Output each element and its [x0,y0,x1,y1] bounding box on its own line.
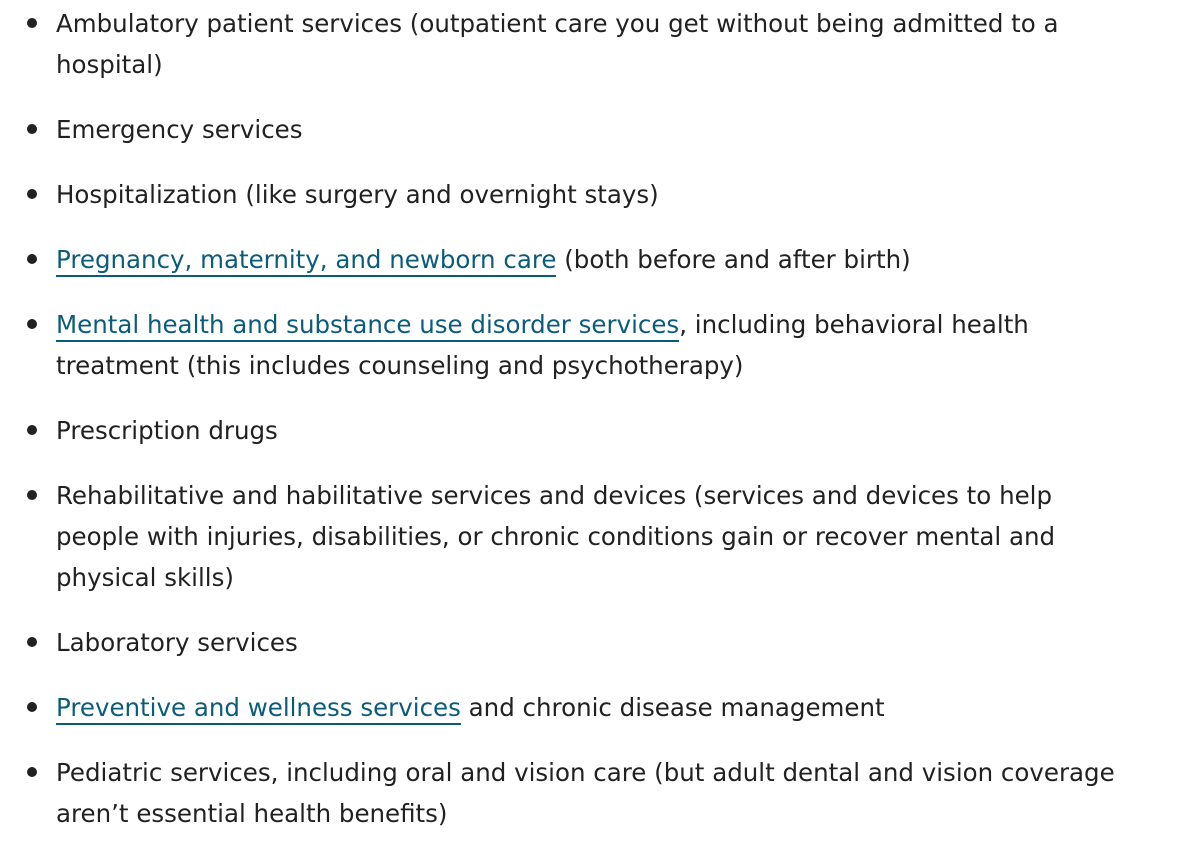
item-text: , including behavioral health treatment (this includes counseling and psychotherapy) [56,310,1029,380]
bullet-icon [27,490,37,500]
bullet-icon [27,637,37,647]
list-item [0,410,1200,451]
list-item [0,304,1200,386]
list-item [0,3,1200,85]
bullet-icon [27,319,37,329]
item-text: Pediatric services, including oral and vision care (but adult dental and vision coverage aren’t essential health benefits) [56,758,1115,828]
item-text: (both before and after birth) [556,245,911,274]
list-item [0,109,1200,150]
item-text: Hospitalization (like surgery and overnight stays) [56,180,659,209]
bullet-icon [27,18,37,28]
bullet-icon [27,189,37,199]
bullet-icon [27,425,37,435]
pregnancy-maternity-newborn-care-link[interactable]: Pregnancy, maternity, and newborn care [56,245,556,277]
item-text: and chronic disease management [460,693,885,722]
item-text: Laboratory services [56,628,298,657]
bullet-icon [27,254,37,264]
list-item [0,239,1200,280]
preventive-wellness-services-link[interactable]: Preventive and wellness services [56,693,461,725]
list-item [0,752,1200,834]
item-text: Emergency services [56,115,303,144]
list-item [0,687,1200,728]
list-item [0,475,1200,598]
bullet-icon [27,702,37,712]
mental-health-substance-use-link[interactable]: Mental health and substance use disorder services [56,310,679,342]
bullet-icon [27,767,37,777]
item-text: Ambulatory patient services (outpatient care you get without being admitted to a hospital) [56,9,1059,79]
list-item [0,174,1200,215]
bullet-icon [27,124,37,134]
item-text: Prescription drugs [56,416,278,445]
list-item [0,622,1200,663]
item-text: Rehabilitative and habilitative services and devices (services and devices to help people with injuries, disabilities, or chronic conditions gain or recover mental and physical skills) [56,481,1056,592]
